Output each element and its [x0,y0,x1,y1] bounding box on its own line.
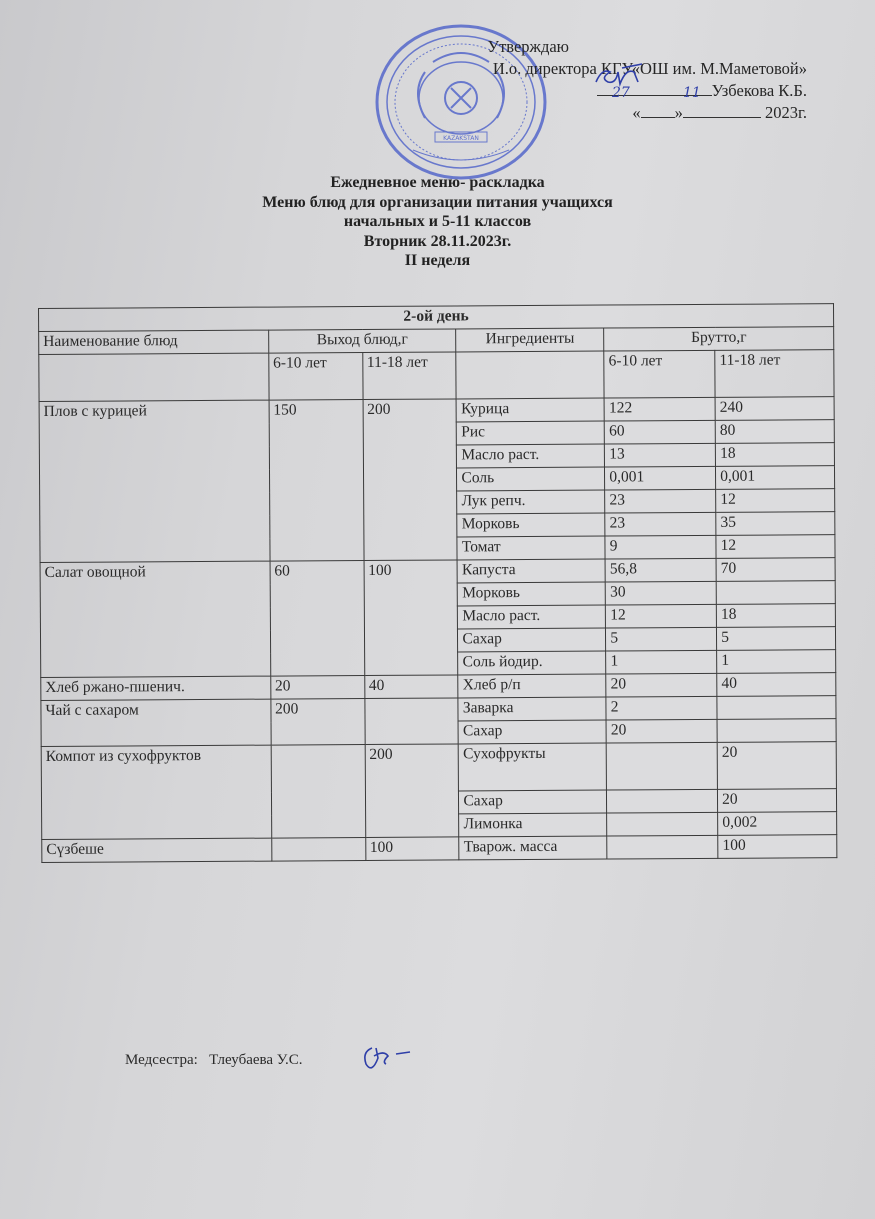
brutto-11-18: 0,002 [718,812,837,836]
ingredient-name: Сахар [458,628,606,652]
brutto-11-18: 100 [718,835,837,859]
title-line: Ежедневное меню- раскладка [330,174,545,191]
ingredient-name: Заварка [458,697,606,721]
date-year: 2023г. [764,103,807,122]
subheader-brutto-6-10: 6-10 лет [604,350,715,398]
brutto-6-10: 12 [606,604,717,628]
brutto-6-10 [607,812,718,836]
yield-11-18: 200 [365,744,459,838]
yield-6-10: 200 [271,699,365,746]
brutto-11-18: 12 [716,535,835,559]
title-line: Меню блюд для организации питания учащихся [262,193,613,211]
table-row [42,835,837,863]
director-name: Узбекова К.Б. [711,81,807,100]
dish-name: Салат овощной [40,561,270,677]
brutto-6-10: 23 [605,489,716,513]
day-label: 2-ой день [39,304,834,332]
brutto-11-18: 240 [715,397,834,421]
yield-11-18: 40 [364,675,458,699]
nurse-signature [358,1040,418,1076]
yield-11-18 [364,698,458,745]
header-yield: Выход блюд,г [268,329,456,353]
yield-11-18: 100 [365,837,459,861]
brutto-6-10: 9 [605,535,716,559]
ingredient-name: Соль йодир. [458,651,606,675]
brutto-6-10 [607,835,718,859]
stamp-text: KAZAKSTAN [443,135,479,142]
header-dish: Наименование блюд [39,330,269,354]
dish-name: Компот из сухофруктов [41,745,271,839]
director-position: И.о. директора КГУ«ОШ им. М.Маметовой» [492,59,807,78]
brutto-6-10: 2 [606,696,717,720]
brutto-11-18 [717,719,836,743]
menu-table [38,303,837,863]
subheader-brutto-11-18: 11-18 лет [715,350,834,398]
nurse-name: Тлеубаева У.С. [209,1052,303,1068]
date-day-line [641,103,675,118]
yield-11-18: 200 [363,399,458,561]
brutto-11-18 [716,581,835,605]
document-titles [0,173,875,271]
date-quote-close: » [674,103,683,122]
brutto-6-10 [606,742,717,790]
yield-6-10 [271,745,365,839]
dish-name: Плов с курицей [39,400,270,562]
brutto-6-10: 5 [606,627,717,651]
title-line: II неделя [404,252,471,269]
header-ingredients: Ингредиенты [456,328,604,352]
nurse-signoff [125,1052,302,1069]
ingredient-name: Сахар [458,720,606,744]
director-signature [592,60,652,90]
ingredient-name: Тварож. масса [459,836,607,860]
dish-name: Сүзбеше [42,838,272,862]
subheader-empty [39,353,269,401]
subheader-age-11-18: 11-18 лет [362,352,456,400]
yield-6-10: 150 [269,400,364,562]
ingredient-name: Лук репч. [457,490,605,514]
brutto-11-18: 0,001 [716,466,835,490]
ingredient-name: Сухофрукты [459,743,607,791]
ingredient-name: Лимонка [459,813,607,837]
ingredient-name: Морковь [457,513,605,537]
date-month-handwritten: 11 [683,85,701,101]
date-day-handwritten: 27 [612,85,630,101]
brutto-6-10: 20 [606,673,717,697]
ingredient-name: Томат [457,536,605,560]
brutto-6-10: 122 [604,397,715,421]
dish-name: Чай с сахаром [41,699,271,746]
brutto-6-10: 60 [604,420,715,444]
ingredient-name: Сахар [459,790,607,814]
ingredient-name: Капуста [457,559,605,583]
subheader-age-6-10: 6-10 лет [268,353,362,401]
ingredient-name: Масло раст. [457,444,605,468]
approval-date [487,102,807,124]
ingredient-name: Соль [457,467,605,491]
date-month-line [683,103,761,118]
brutto-11-18: 40 [717,673,836,697]
yield-6-10: 60 [270,561,365,677]
table-subheader-row [39,350,834,402]
brutto-11-18 [717,696,836,720]
brutto-6-10: 56,8 [605,558,716,582]
ingredient-name: Масло раст. [458,605,606,629]
brutto-6-10: 1 [606,650,717,674]
date-quote-open: « [632,103,641,122]
brutto-6-10: 23 [605,512,716,536]
brutto-11-18: 18 [715,443,834,467]
header-brutto: Брутто,г [604,327,834,351]
yield-11-18: 100 [364,560,459,676]
brutto-6-10: 30 [605,581,716,605]
nurse-label: Медсестра: [125,1052,198,1068]
brutto-11-18: 1 [717,650,836,674]
brutto-11-18: 5 [717,627,836,651]
title-line: начальных и 5-11 классов [343,213,532,230]
brutto-11-18: 12 [716,489,835,513]
yield-6-10: 20 [270,676,364,700]
table-row [41,742,836,794]
brutto-11-18: 20 [718,789,837,813]
title-line: Вторник 28.11.2023г. [363,232,512,250]
dish-name: Хлеб ржано-пшенич. [41,676,271,700]
brutto-11-18: 35 [716,512,835,536]
ingredient-name: Курица [456,398,604,422]
yield-6-10 [271,838,365,862]
approve-label: Утверждаю [487,37,569,56]
brutto-11-18: 18 [716,604,835,628]
brutto-11-18: 20 [717,742,836,790]
ingredient-name: Рис [457,421,605,445]
brutto-6-10: 0,001 [605,466,716,490]
ingredient-name: Морковь [458,582,606,606]
brutto-6-10: 20 [606,719,717,743]
brutto-6-10: 13 [605,443,716,467]
ingredient-name: Хлеб р/п [458,674,606,698]
subheader-empty [456,351,604,399]
brutto-11-18: 70 [716,558,835,582]
brutto-6-10 [607,789,718,813]
brutto-11-18: 80 [715,420,834,444]
